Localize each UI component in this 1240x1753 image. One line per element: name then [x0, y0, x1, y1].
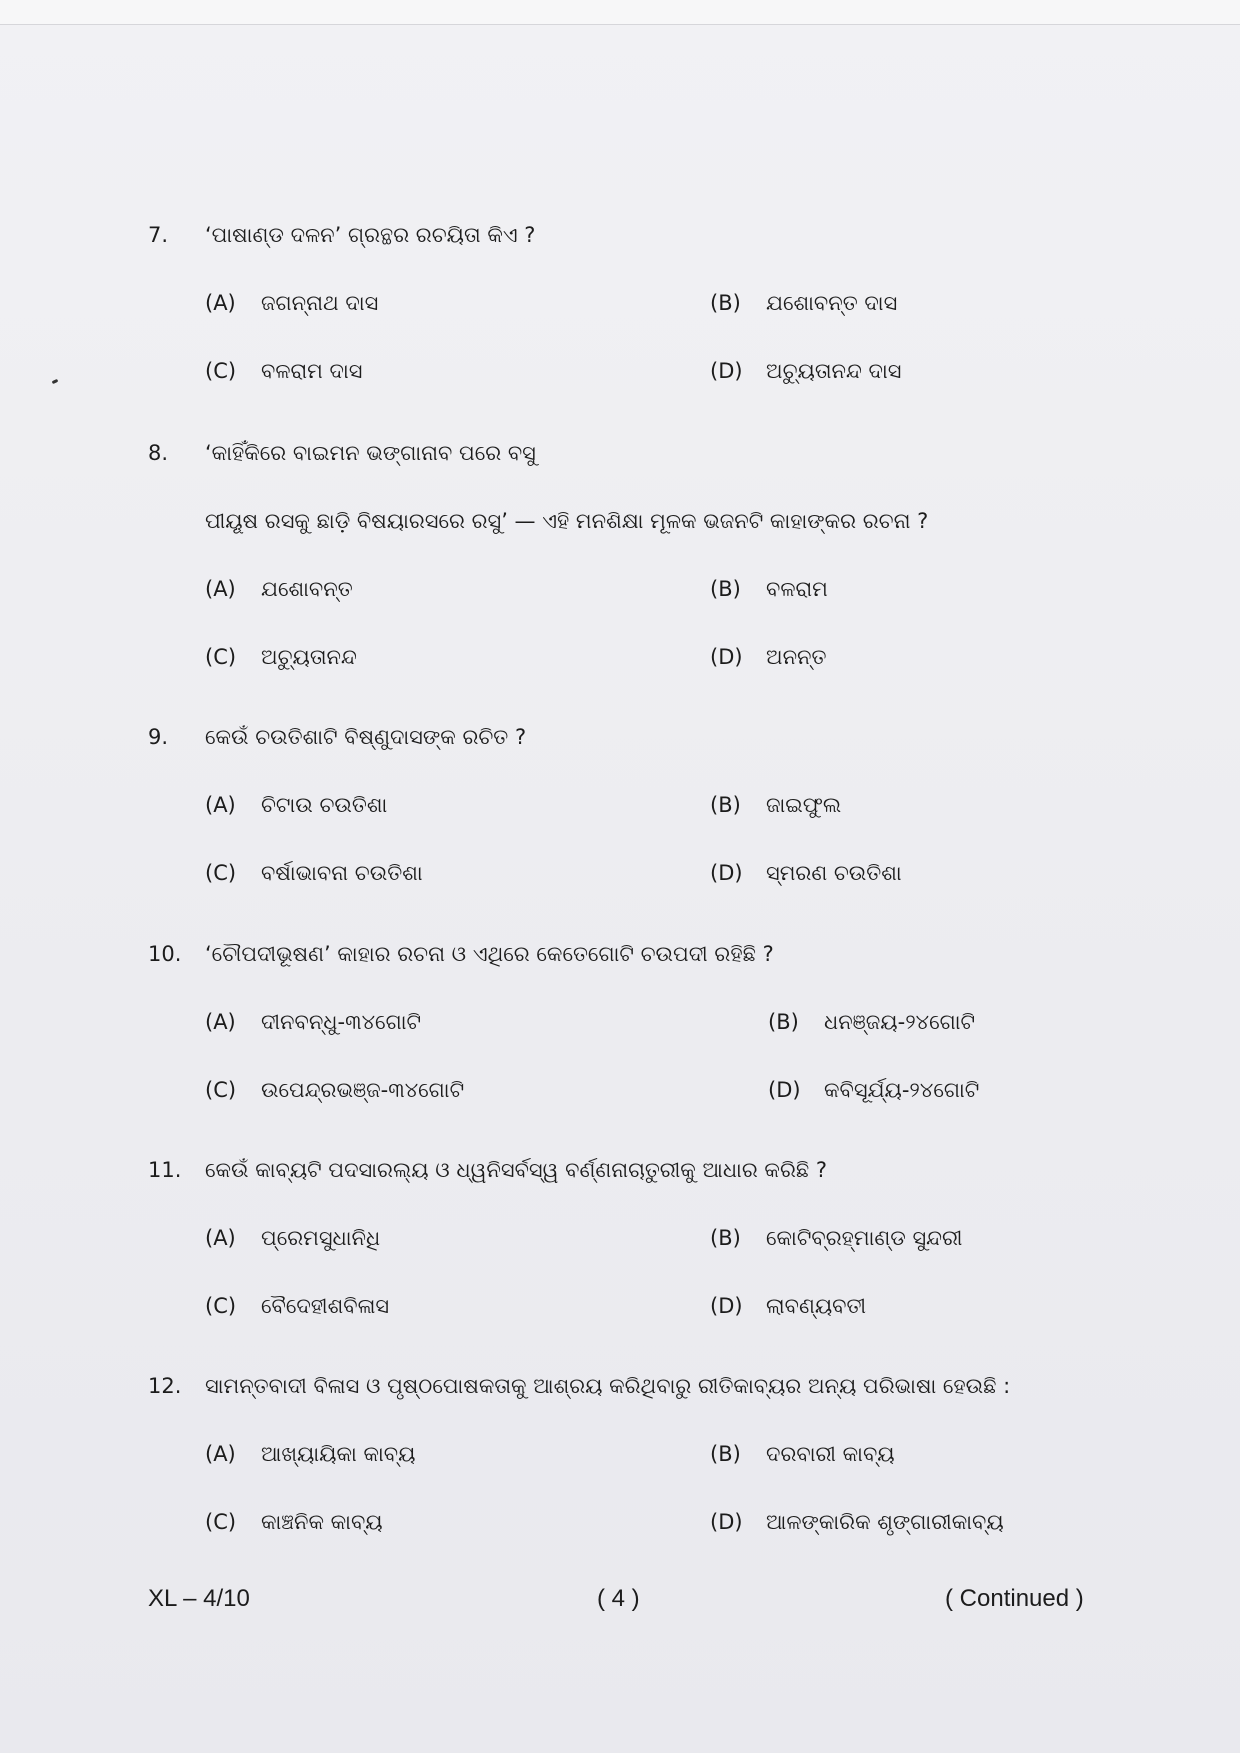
option-letter: (C)	[205, 861, 237, 885]
option-c	[205, 1075, 464, 1105]
option-a	[205, 1439, 415, 1469]
option-letter: (A)	[205, 1226, 236, 1250]
question-text-continued: ପୀୟୂଷ ରସକୁ ଛାଡ଼ି ବିଷୟାରସରେ ରସୁ’ — ଏହି ମନଶିକ୍ଷା ମୂଳକ ଭଜନଟି କାହାଙ୍କର ରଚନା ?	[205, 509, 929, 533]
option-text: ଅଚ୍ୟୁତାନନ୍ଦ	[261, 645, 357, 669]
question-text: ‘ଚୌପଦୀଭୂଷଣ’ କାହାର ରଚନା ଓ ଏଥିରେ କେତେଗୋଟି ଚଉପଦୀ ରହିଛି ?	[205, 942, 774, 966]
option-a	[205, 288, 378, 318]
option-letter: (B)	[710, 577, 741, 601]
option-letter: (D)	[710, 645, 743, 669]
option-text: ଯଶୋବନ୍ତ	[261, 577, 353, 601]
option-text: ଅନନ୍ତ	[766, 645, 827, 669]
question-text: ‘ପାଷାଣ୍ଡ ଦଳନ’ ଗ୍ରନ୍ଥର ରଚୟିତା କିଏ ?	[205, 223, 536, 247]
option-d	[710, 858, 902, 888]
question-text: କେଉଁ କାବ୍ୟଟି ପଦସାରଲ୍ୟ ଓ ଧ୍ୱନିସର୍ବସ୍ୱ ବର୍ଣ୍ଣନାଚାତୁରୀକୁ ଆଧାର କରିଛି ?	[205, 1158, 827, 1182]
option-letter: (C)	[205, 1078, 237, 1102]
ink-speck	[52, 379, 59, 384]
option-letter: (A)	[205, 1442, 236, 1466]
continued-label: ( Continued )	[945, 1585, 1084, 1612]
option-text: କୋଟିବ୍ରହ୍ମାଣ୍ଡ ସୁନ୍ଦରୀ	[766, 1226, 963, 1250]
option-text: ଜାଇଫୁଲ	[766, 793, 842, 817]
option-c	[205, 1291, 389, 1321]
question-number: 8.	[148, 441, 169, 465]
option-text: ଦୀନବନ୍ଧୁ-୩୪ଗୋଟି	[261, 1010, 422, 1034]
option-letter: (D)	[710, 359, 743, 383]
question-line	[0, 506, 1240, 536]
question-text: କେଉଁ ଚଉତିଶାଟି ବିଷ୍ଣୁଦାସଙ୍କ ରଚିତ ?	[205, 725, 527, 749]
option-text: ବଳରାମ ଦାସ	[261, 359, 363, 383]
option-d	[768, 1075, 979, 1105]
option-letter: (D)	[710, 1510, 743, 1534]
option-letter: (A)	[205, 577, 236, 601]
option-text: ଚିଟାଉ ଚଉତିଶା	[261, 793, 388, 817]
option-b	[710, 1439, 895, 1469]
option-text: ଲାବଣ୍ୟବତୀ	[766, 1294, 867, 1318]
option-d	[710, 1291, 866, 1321]
option-a	[205, 790, 387, 820]
option-text: ବଳରାମ	[766, 577, 828, 601]
option-text: ପ୍ରେମସୁଧାନିଧି	[261, 1226, 381, 1250]
question-line	[0, 1371, 1240, 1401]
option-letter: (C)	[205, 1294, 237, 1318]
option-c	[205, 356, 363, 386]
option-letter: (C)	[205, 645, 237, 669]
question-number: 11.	[148, 1158, 182, 1182]
option-text: ଅଚ୍ୟୁତାନନ୍ଦ ଦାସ	[766, 359, 902, 383]
option-d	[710, 642, 826, 672]
option-letter: (D)	[768, 1078, 801, 1102]
option-c	[205, 1507, 383, 1537]
option-text: ବର୍ଷାଭାବନା ଚଉତିଶା	[261, 861, 423, 885]
option-d	[710, 356, 901, 386]
option-letter: (B)	[768, 1010, 799, 1034]
question-number: 7.	[148, 223, 169, 247]
question-number: 9.	[148, 725, 169, 749]
option-letter: (B)	[710, 1442, 741, 1466]
option-text: ଧନଞ୍ଜୟ-୨୪ଗୋଟି	[824, 1010, 976, 1034]
question-number: 10.	[148, 942, 182, 966]
question-line	[0, 722, 1240, 752]
option-d	[710, 1507, 1004, 1537]
question-number: 12.	[148, 1374, 182, 1398]
question-text: ସାମନ୍ତବାଦୀ ବିଳାସ ଓ ପୃଷ୍ଠପୋଷକତାକୁ ଆଶ୍ରୟ କରିଥିବାରୁ ରୀତିକାବ୍ୟର ଅନ୍ୟ ପରିଭାଷା ହେଉଛି :	[205, 1374, 1011, 1398]
option-letter: (D)	[710, 861, 743, 885]
option-text: କବିସୂର୍ଯ୍ୟ-୨୪ଗୋଟି	[824, 1078, 980, 1102]
question-line	[0, 220, 1240, 250]
option-text: କାଞ୍ଚନିକ କାବ୍ୟ	[261, 1510, 383, 1534]
option-letter: (C)	[205, 359, 237, 383]
question-line	[0, 1155, 1240, 1185]
option-text: ଉପେନ୍ଦ୍ରଭଞ୍ଜ-୩୪ଗୋଟି	[261, 1078, 465, 1102]
option-text: ଆଖ୍ୟାୟିକା କାବ୍ୟ	[261, 1442, 416, 1466]
option-b	[768, 1007, 975, 1037]
option-text: ଜଗନ୍ନାଥ ଦାସ	[261, 291, 379, 315]
paper-code: XL – 4/10	[148, 1585, 250, 1612]
page-number: ( 4 )	[597, 1585, 640, 1612]
option-text: ସ୍ମରଣ ଚଉତିଶା	[766, 861, 902, 885]
option-text: ଦରବାରୀ କାବ୍ୟ	[766, 1442, 895, 1466]
option-a	[205, 1223, 380, 1253]
option-letter: (A)	[205, 793, 236, 817]
option-b	[710, 790, 841, 820]
page-top-edge	[0, 0, 1240, 25]
option-c	[205, 858, 423, 888]
option-b	[710, 1223, 963, 1253]
question-line	[0, 438, 1240, 468]
option-text: ଆଳଙ୍କାରିକ ଶୃଙ୍ଗାରୀକାବ୍ୟ	[766, 1510, 1004, 1534]
option-letter: (B)	[710, 291, 741, 315]
option-b	[710, 574, 828, 604]
option-b	[710, 288, 897, 318]
option-letter: (B)	[710, 1226, 741, 1250]
option-letter: (C)	[205, 1510, 237, 1534]
option-letter: (B)	[710, 793, 741, 817]
option-text: ବୈଦେହୀଶବିଳାସ	[261, 1294, 390, 1318]
question-line	[0, 939, 1240, 969]
option-text: ଯଶୋବନ୍ତ ଦାସ	[766, 291, 898, 315]
option-c	[205, 642, 357, 672]
option-a	[205, 574, 353, 604]
option-letter: (A)	[205, 291, 236, 315]
option-a	[205, 1007, 421, 1037]
option-letter: (A)	[205, 1010, 236, 1034]
question-text: ‘କାହିଁକିରେ ବାଇମନ ଭଙ୍ଗାନାବ ପରେ ବସୁ	[205, 441, 536, 465]
option-letter: (D)	[710, 1294, 743, 1318]
